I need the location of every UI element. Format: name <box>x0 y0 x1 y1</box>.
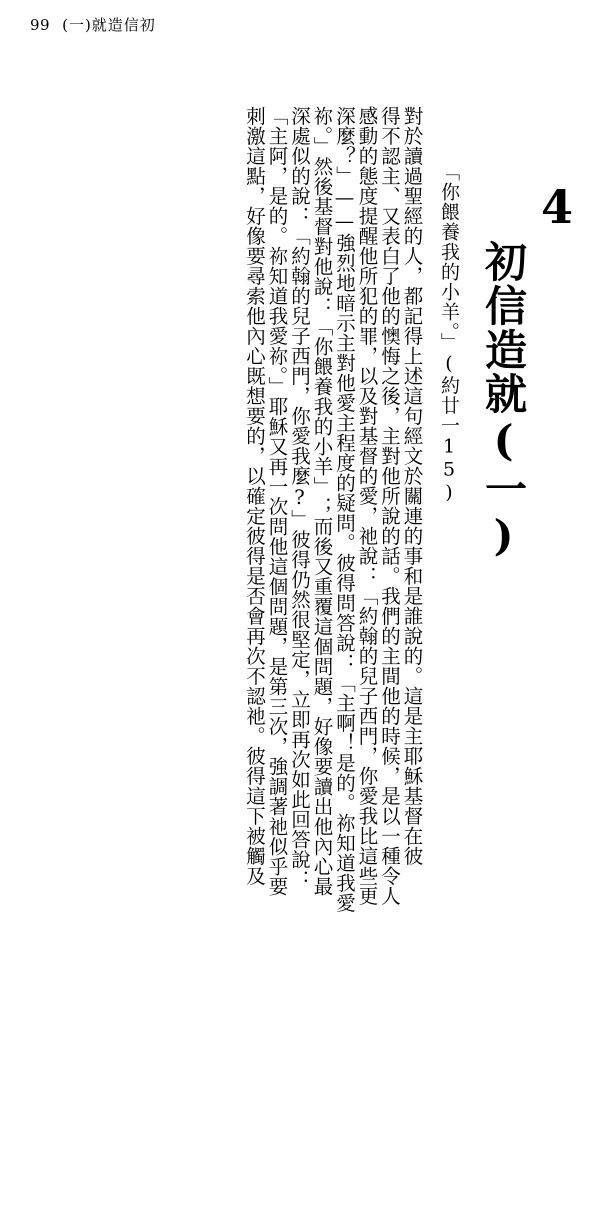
body-column-3: 感動的態度提醒他所犯的罪，以及對基督的愛，祂說：「約翰的兒子西門，你愛我比這些更 <box>355 106 379 906</box>
body-column-4: 深麼？」——強烈地暗示主對他愛主程度的疑問。彼得問答說：「主啊！是的。祢知道我愛 <box>333 106 356 913</box>
running-head-title: (一)就造信初 <box>62 16 156 34</box>
body-column-1: 對於讀過聖經的人，都記得上述這句經文於關連的事和是誰說的。這是主耶穌基督在彼 <box>400 106 424 866</box>
body-column-7: 「主阿，是的。祢知道我愛祢。」耶穌又再一次問他這個問題，是第三次，強調著祂似乎要 <box>265 106 289 897</box>
scripture-quote: 「你餵養我的小羊。」(約廿一15) <box>438 162 460 505</box>
body-column-5: 祢。」然後基督對他說：「你餵養我的小羊」；而後又重覆這個問題，好像要讀出他內心最 <box>310 106 334 897</box>
page-body <box>18 58 586 1042</box>
chapter-number: 4 <box>540 180 573 234</box>
page-number: 99 <box>30 16 51 34</box>
running-head <box>30 14 156 35</box>
body-column-2: 得不認主、又表白了他的懊悔之後，主對他所說的話。我們的主間他的時候，是以一種令人 <box>378 106 401 906</box>
body-column-6: 深處似的說：「約翰的兒子西門，你愛我麼?」彼得仍然很堅定，立即再次如此回答說： <box>288 106 311 890</box>
body-column-8: 刺激這點，好像要尋索他內心既想要的，以確定彼得是否會再次不認祂。彼得這下被觸及 <box>243 106 266 886</box>
chapter-title: 初信造就(一) <box>479 240 528 562</box>
